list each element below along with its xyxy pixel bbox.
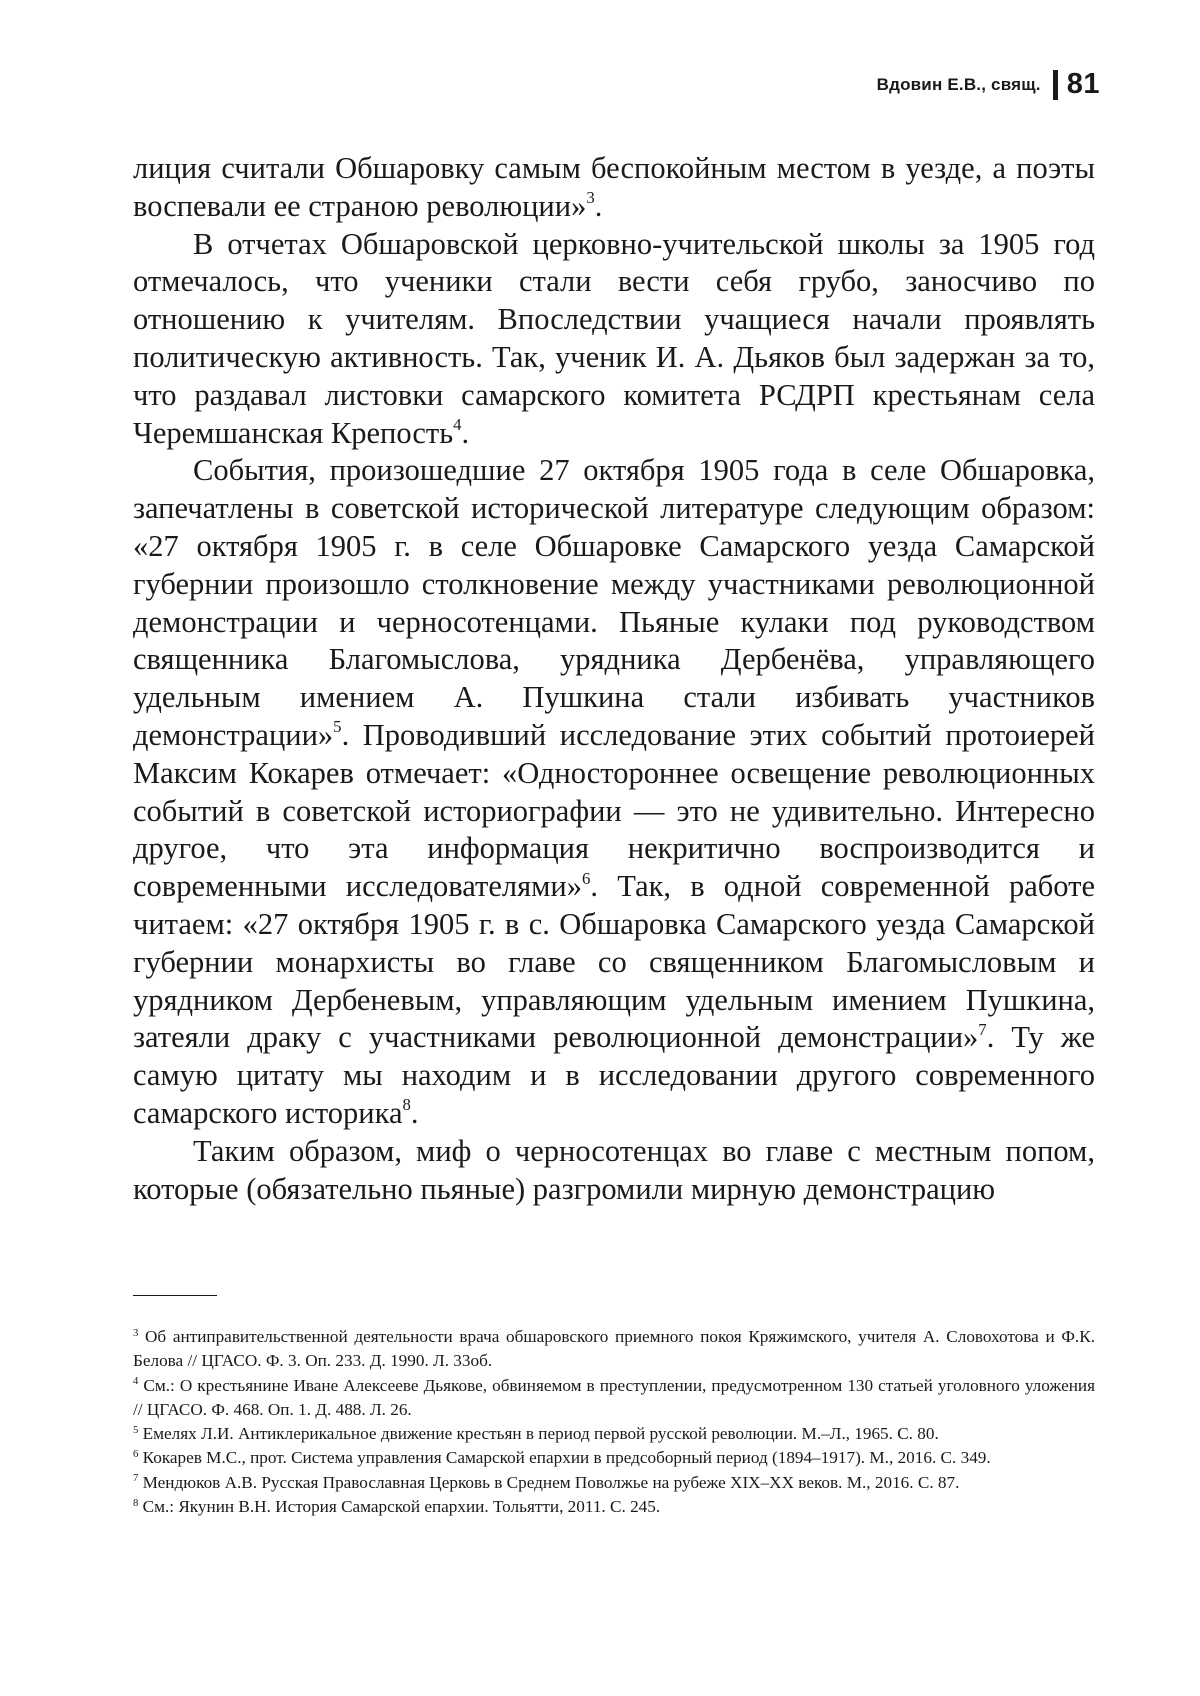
footnote-text: Кокарев М.С., прот. Система управления Самарской епархии в предсоборный период (1894–1917). М., 2016. С. 349. [142, 1448, 991, 1468]
paragraph-text: . Ту же самую цитату мы находим и в исследовании другого современного самарского историка [133, 1020, 1096, 1130]
paragraph-text: . [410, 1095, 419, 1130]
footnote-text: Емелях Л.И. Антиклерикальное движение крестьян в период первой русской революции. М.–Л., 1965. С. 80. [142, 1424, 939, 1444]
footnote-text: См.: О крестьянине Иване Алексееве Дьякове, обвиняемом в преступлении, предусмотренном 130 статьей уголовного уложения // ЦГАСО. Ф. 468. Оп. 1. Д. 488. Л. 26. [133, 1375, 1095, 1419]
page-number: 81 [1066, 68, 1100, 100]
footnote-reference: 4 [453, 415, 462, 434]
footnote-reference: 7 [978, 1019, 987, 1039]
paragraph-text: лиция считали Обшаровку самым беспокойным местом в уезде, а поэты воспевали ее страною революции» [133, 151, 1095, 223]
footnote-text: Об антиправительственной деятельности врача обшаровского приемного покоя Кряжимского, учителя А. Словохотова и Ф.К. Белова // ЦГАСО. Ф. 3. Оп. 233. Д. 1990. Л. 33об. [133, 1327, 1095, 1371]
footnote-text: Мендюков А.В. Русская Православная Церковь в Среднем Поволжье на рубеже XIX–XX веков. М., 2016. С. 87. [142, 1472, 960, 1492]
footnote-separator [133, 1295, 217, 1296]
paragraph-text: В отчетах Обшаровской церковно-учительской школы за 1905 год отмечалось, что ученики стали вести себя грубо, заносчиво по отношению к учителям. Впоследствии учащиеся начали проявлять политическую активность. Так, ученик И. А. Дьяков был задержан за то, что раздавал листовки самарского комитета РСДРП крестьянам села Черемшанская Крепость [133, 226, 1095, 450]
paragraph-text: Таким образом, миф о черносотенцах во главе с местным попом, которые (обязательно пьяные) разгромили мирную демонстрацию [133, 1133, 1095, 1206]
body-paragraph [133, 150, 1095, 226]
footnote-number: 3 [133, 1327, 139, 1339]
running-head [877, 68, 1100, 101]
paragraph-text: События, произошедшие 27 октября 1905 года в селе Обшаровка, запечатлены в советской исторической литературе следующим образом: «27 октября 1905 г. в селе Обшаровке Самарского уезда Самарской губернии произошло столкновение между участниками революционной демонстрации и черносотенцами. Пьяные кулаки под руководством священника Благомыслова, урядника Дербенёва, управляющего удельным имением А. Пушкина стали избивать участников демонстрации» [133, 453, 1095, 752]
body-paragraph [133, 1133, 1095, 1209]
footnote-number: 7 [133, 1473, 139, 1485]
paragraph-text: . [594, 188, 603, 223]
footnote-reference: 8 [402, 1095, 411, 1115]
body-paragraph [133, 226, 1095, 453]
running-head-author: Вдовин Е.В., свящ. [876, 74, 1041, 94]
main-text [133, 150, 1095, 1208]
footnote [133, 1495, 1095, 1519]
header-divider-bar [1053, 70, 1058, 100]
paragraph-text: . [461, 415, 470, 450]
paragraph-text: . Проводивший исследование этих событий протоиерей Максим Кокарев отмечает: «Одностороннее освещение революционных событий в советской историографии — это не удивительно. Интересно другое, что эта информация некритично воспроизводится и современными исследователями» [133, 717, 1095, 904]
footnotes [133, 1325, 1095, 1519]
footnote [133, 1374, 1095, 1423]
footnote [133, 1471, 1095, 1495]
body-paragraph [133, 452, 1095, 1132]
footnote-number: 5 [133, 1424, 139, 1436]
footnote-number: 6 [133, 1449, 139, 1461]
footnote-text: См.: Якунин В.Н. История Самарской епархии. Тольятти, 2011. С. 245. [142, 1497, 661, 1517]
paragraph-text: . Так, в одной современной работе читаем: «27 октября 1905 г. в с. Обшаровка Самарского уезда Самарской губернии монархисты во главе со священником Благомысловым и урядником Дербеневым, управляющим удельным имением Пушкина, затеяли драку с участниками революционной демонстрации» [133, 869, 1095, 1055]
footnote-number: 8 [133, 1497, 139, 1509]
footnote [133, 1422, 1095, 1446]
footnote-reference: 3 [586, 188, 595, 208]
footnote [133, 1325, 1095, 1374]
footnote-reference: 6 [582, 868, 591, 888]
footnote-number: 4 [133, 1376, 139, 1388]
footnote-reference: 5 [333, 717, 342, 737]
footnote [133, 1446, 1095, 1470]
